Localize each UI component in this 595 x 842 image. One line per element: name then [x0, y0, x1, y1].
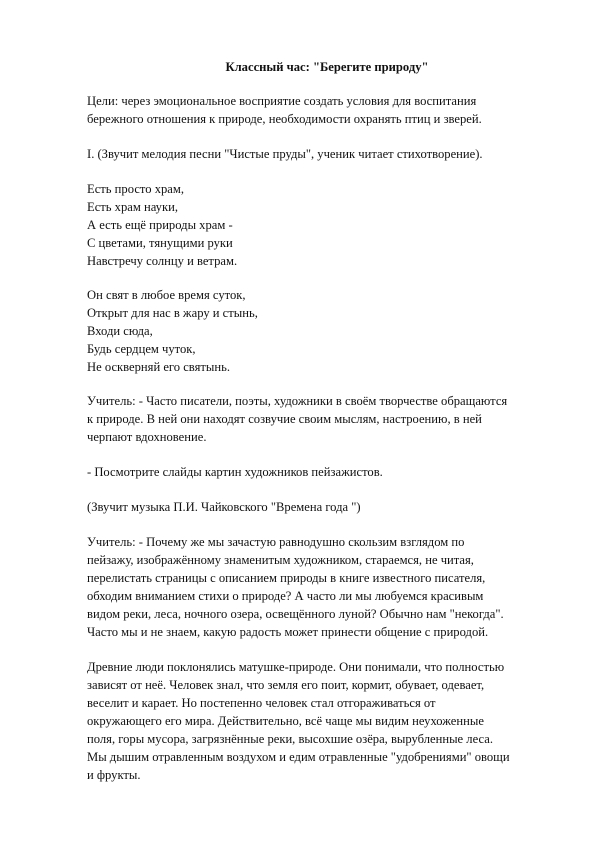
poem-line: А есть ещё природы храм -: [87, 218, 233, 232]
teacher-line: Часто мы и не знаем, какую радость может принести общение с природой.: [87, 625, 489, 639]
poem-line: Навстречу солнцу и ветрам.: [87, 254, 238, 268]
paragraph-line: и фрукты.: [87, 768, 141, 782]
paragraph-line: окружающего его мира. Действительно, всё чаще мы видим неухоженные: [87, 714, 484, 728]
poem-line: С цветами, тянущими руки: [87, 236, 233, 250]
poem-line: Не оскверняй его святынь.: [87, 360, 230, 374]
paragraph-line: Мы дышим отравленным воздухом и едим отравленные "удобрениями" овощи: [87, 750, 510, 764]
paragraph-line: веселит и карает. Но постепенно человек стал отгораживаться от: [87, 696, 436, 710]
document-page: [87, 0, 567, 842]
paragraph-line: зависят от неё. Человек знал, что земля его поит, кормит, обувает, одевает,: [87, 678, 485, 692]
slides-note: - Посмотрите слайды картин художников пейзажистов.: [87, 465, 383, 479]
paragraph-line: поля, горы мусора, загрязнённые реки, высохшие озёра, вырубленные леса.: [87, 732, 493, 746]
teacher-line: обходим вниманием стихи о природе? А часто ли мы любуемся красивым: [87, 589, 484, 603]
poem-line: Он свят в любое время суток,: [87, 288, 246, 302]
poem-line: Будь сердцем чуток,: [87, 342, 196, 356]
paragraph-line: Древние люди поклонялись матушке-природе. Они понимали, что полностью: [87, 660, 505, 674]
teacher-line: перелистать страницы с описанием природы в книге известного писателя,: [87, 571, 486, 585]
teacher-line: Учитель: - Часто писатели, поэты, художники в своём творчестве обращаются: [87, 394, 508, 408]
poem-line: Входи сюда,: [87, 324, 153, 338]
poem-line: Открыт для нас в жару и стынь,: [87, 306, 258, 320]
document-title: Классный час: "Берегите природу": [225, 60, 429, 74]
teacher-line: Учитель: - Почему же мы зачастую равнодушно скользим взглядом по: [87, 535, 465, 549]
music-note: (Звучит музыка П.И. Чайковского "Времена года "): [87, 500, 361, 514]
teacher-line: черпают вдохновение.: [87, 430, 207, 444]
teacher-line: видом реки, леса, ночного озера, освещённого луной? Обычно нам "некогда".: [87, 607, 504, 621]
teacher-line: к природе. В ней они находят созвучие своим мыслям, настроению, в ней: [87, 412, 482, 426]
goal-line: Цели: через эмоциональное восприятие создать условия для воспитания: [87, 94, 477, 108]
poem-line: Есть храм науки,: [87, 200, 178, 214]
goal-line: бережного отношения к природе, необходимости охранять птиц и зверей.: [87, 112, 482, 126]
teacher-line: пейзажу, изображённому знаменитым художником, стараемся, не читая,: [87, 553, 474, 567]
intro-line: I. (Звучит мелодия песни "Чистые пруды", ученик читает стихотворение).: [87, 147, 483, 161]
poem-line: Есть просто храм,: [87, 182, 184, 196]
